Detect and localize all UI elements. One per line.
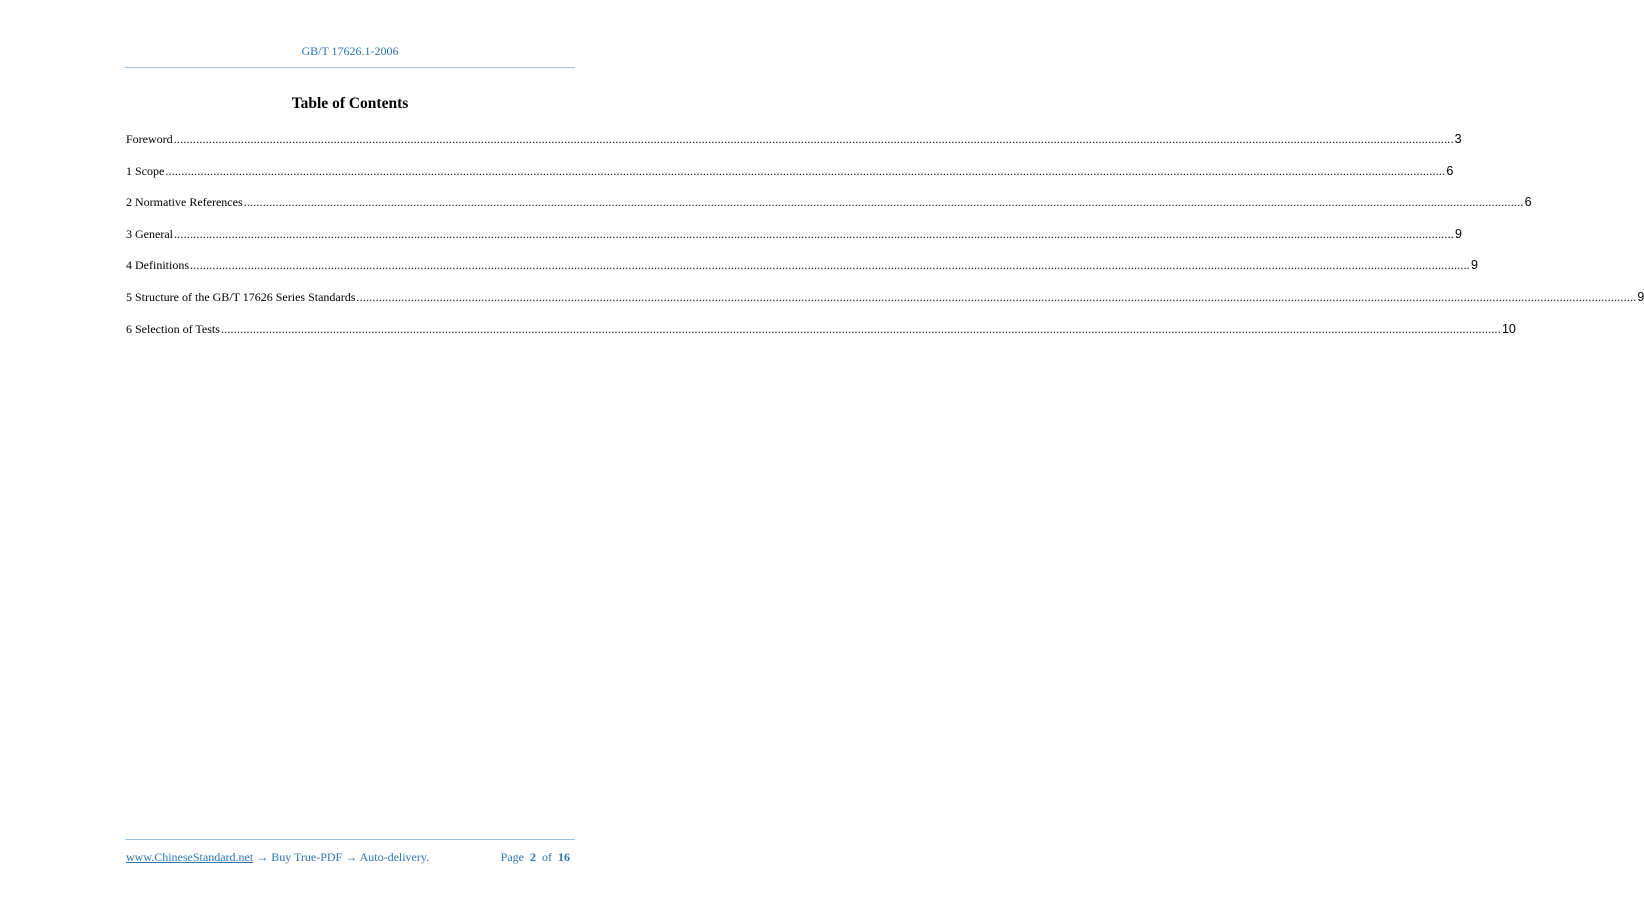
toc-entry-page: 3 bbox=[1454, 132, 1462, 146]
page-of-text: of bbox=[542, 850, 552, 864]
page-footer bbox=[126, 850, 570, 865]
toc-entry-page: 10 bbox=[1501, 321, 1516, 336]
toc-entry-page: 6 bbox=[1524, 195, 1532, 210]
toc-entry-structure[interactable] bbox=[126, 289, 1644, 322]
toc-entry-scope[interactable] bbox=[126, 163, 1454, 196]
toc-entry-normative-references[interactable] bbox=[126, 195, 1532, 227]
toc-dot-leader: ................................................................................................................................................................................................................................................................................................................................................................................................................ bbox=[243, 195, 1524, 210]
toc-entry-general[interactable] bbox=[126, 226, 1462, 259]
toc-entry-title: 5 Structure of the GB/T 17626 Series Standards bbox=[126, 289, 356, 304]
toc-entry-title: 6 Selection of Tests bbox=[126, 321, 220, 336]
toc-entry-selection-of-tests[interactable] bbox=[126, 321, 1516, 354]
total-pages-number: 16 bbox=[558, 850, 570, 864]
table-of-contents bbox=[126, 132, 1644, 353]
toc-entry-title: 1 Scope bbox=[126, 163, 165, 178]
toc-entry-title: 3 General bbox=[126, 226, 173, 241]
toc-dot-leader: ................................................................................................................................................................................................................................................................................................................................................................................................................ bbox=[356, 289, 1637, 304]
toc-entry-page: 9 bbox=[1454, 226, 1462, 241]
footer-promo bbox=[126, 850, 429, 865]
page-indicator bbox=[501, 850, 570, 865]
toc-entry-title: 2 Normative References bbox=[126, 195, 243, 210]
toc-entry-page: 6 bbox=[1446, 163, 1454, 178]
running-header: GB/T 17626.1-2006 bbox=[301, 44, 399, 58]
toc-dot-leader: ................................................................................................................................................................................................................................................................................................................................................................................................................ bbox=[220, 321, 1501, 336]
toc-entry-definitions[interactable] bbox=[126, 258, 1478, 290]
website-link[interactable]: www.ChineseStandard.net bbox=[126, 850, 254, 864]
toc-dot-leader: ................................................................................................................................................................................................................................................................................................................................................................................................................ bbox=[173, 132, 1454, 146]
page-prefix: Page bbox=[500, 850, 524, 864]
current-page-number: 2 bbox=[530, 850, 536, 864]
toc-entry-page: 9 bbox=[1471, 258, 1478, 273]
footer-divider bbox=[125, 839, 575, 840]
toc-entry-title: 4 Definitions bbox=[126, 258, 189, 273]
footer-tagline: → Buy True-PDF → Auto-delivery. bbox=[253, 850, 430, 864]
toc-dot-leader: ................................................................................................................................................................................................................................................................................................................................................................................................................ bbox=[173, 226, 1454, 241]
toc-dot-leader: ................................................................................................................................................................................................................................................................................................................................................................................................................ bbox=[190, 258, 1470, 273]
header-divider bbox=[125, 67, 575, 68]
toc-entry-title: Foreword bbox=[126, 132, 173, 146]
toc-entry-page: 9 bbox=[1637, 289, 1644, 304]
toc-dot-leader: ................................................................................................................................................................................................................................................................................................................................................................................................................ bbox=[165, 163, 1446, 178]
toc-heading: Table of Contents bbox=[291, 95, 409, 112]
toc-entry-foreword[interactable] bbox=[126, 132, 1462, 164]
